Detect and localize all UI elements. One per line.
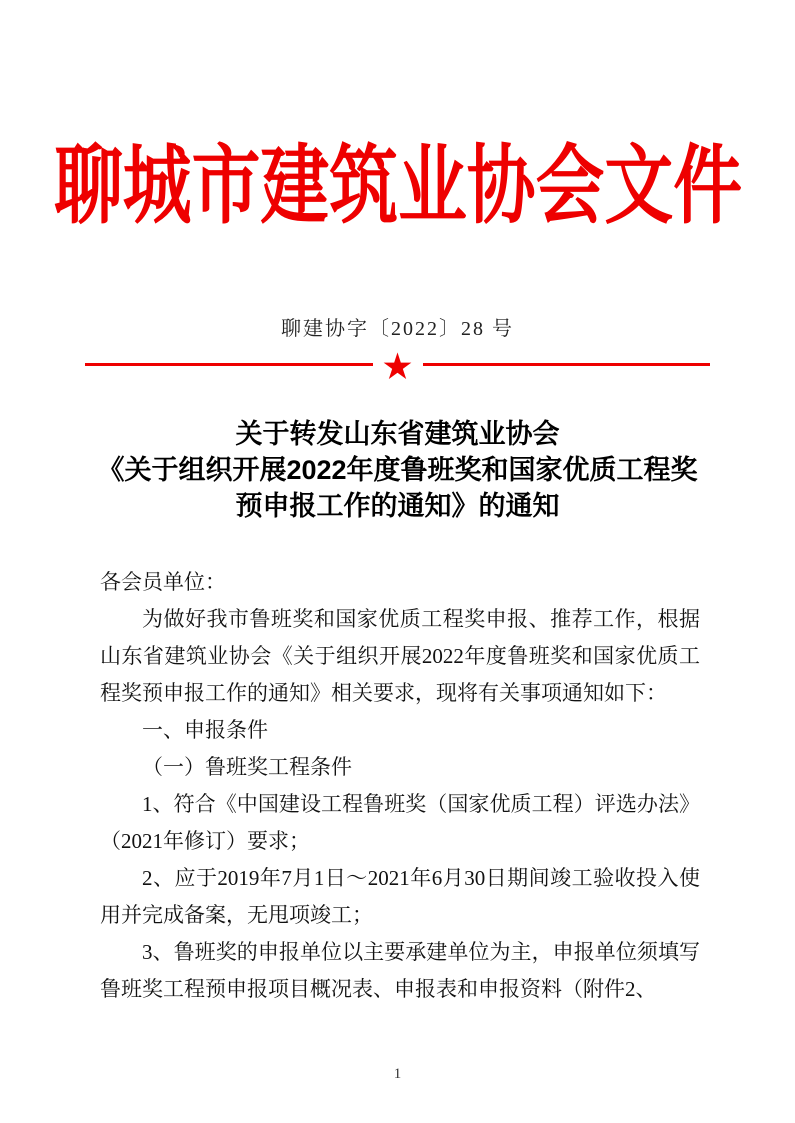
salutation: 各会员单位： (100, 570, 226, 594)
body-paragraph: （一）鲁班奖工程条件 (142, 755, 352, 779)
document-title-line-1: 关于转发山东省建筑业协会 (235, 419, 560, 449)
body-paragraph: 一、申报条件 (142, 718, 268, 742)
document-title-line-3: 预申报工作的通知》的通知 (235, 491, 560, 521)
org-title: 聊城市建筑业协会文件 (53, 138, 742, 234)
body-paragraph: 为做好我市鲁班奖和国家优质工程奖申报、推荐工作，根据山东省建筑业协会《关于组织开展2022年度鲁班奖和国家优质工程奖预申报工作的通知》相关要求，现将有关事项通知如下： (100, 607, 700, 705)
body-paragraph: 2、应于2019年7月1日～2021年6月30日期间竣工验收投入使用并完成备案，无甩项竣工； (100, 866, 700, 927)
body-paragraph: 1、符合《中国建设工程鲁班奖（国家优质工程）评选办法》（2021年修订）要求； (100, 792, 700, 853)
document-body (0, 564, 795, 1008)
divider-line-right (423, 363, 711, 366)
document-title-line-2: 《关于组织开展2022年度鲁班奖和国家优质工程奖 (97, 455, 698, 485)
red-divider (85, 348, 710, 384)
divider-line-left (85, 363, 373, 366)
doc-number: 聊建协字〔2022〕28 号 (281, 318, 514, 340)
document-masthead (0, 136, 795, 236)
page-number: 1 (393, 1066, 402, 1082)
body-paragraph: 3、鲁班奖的申报单位以主要承建单位为主，申报单位须填写鲁班奖工程预申报项目概况表、申报表和申报资料（附件2、 (100, 940, 700, 1001)
document-title (0, 416, 795, 524)
star-icon: ★ (382, 351, 413, 384)
